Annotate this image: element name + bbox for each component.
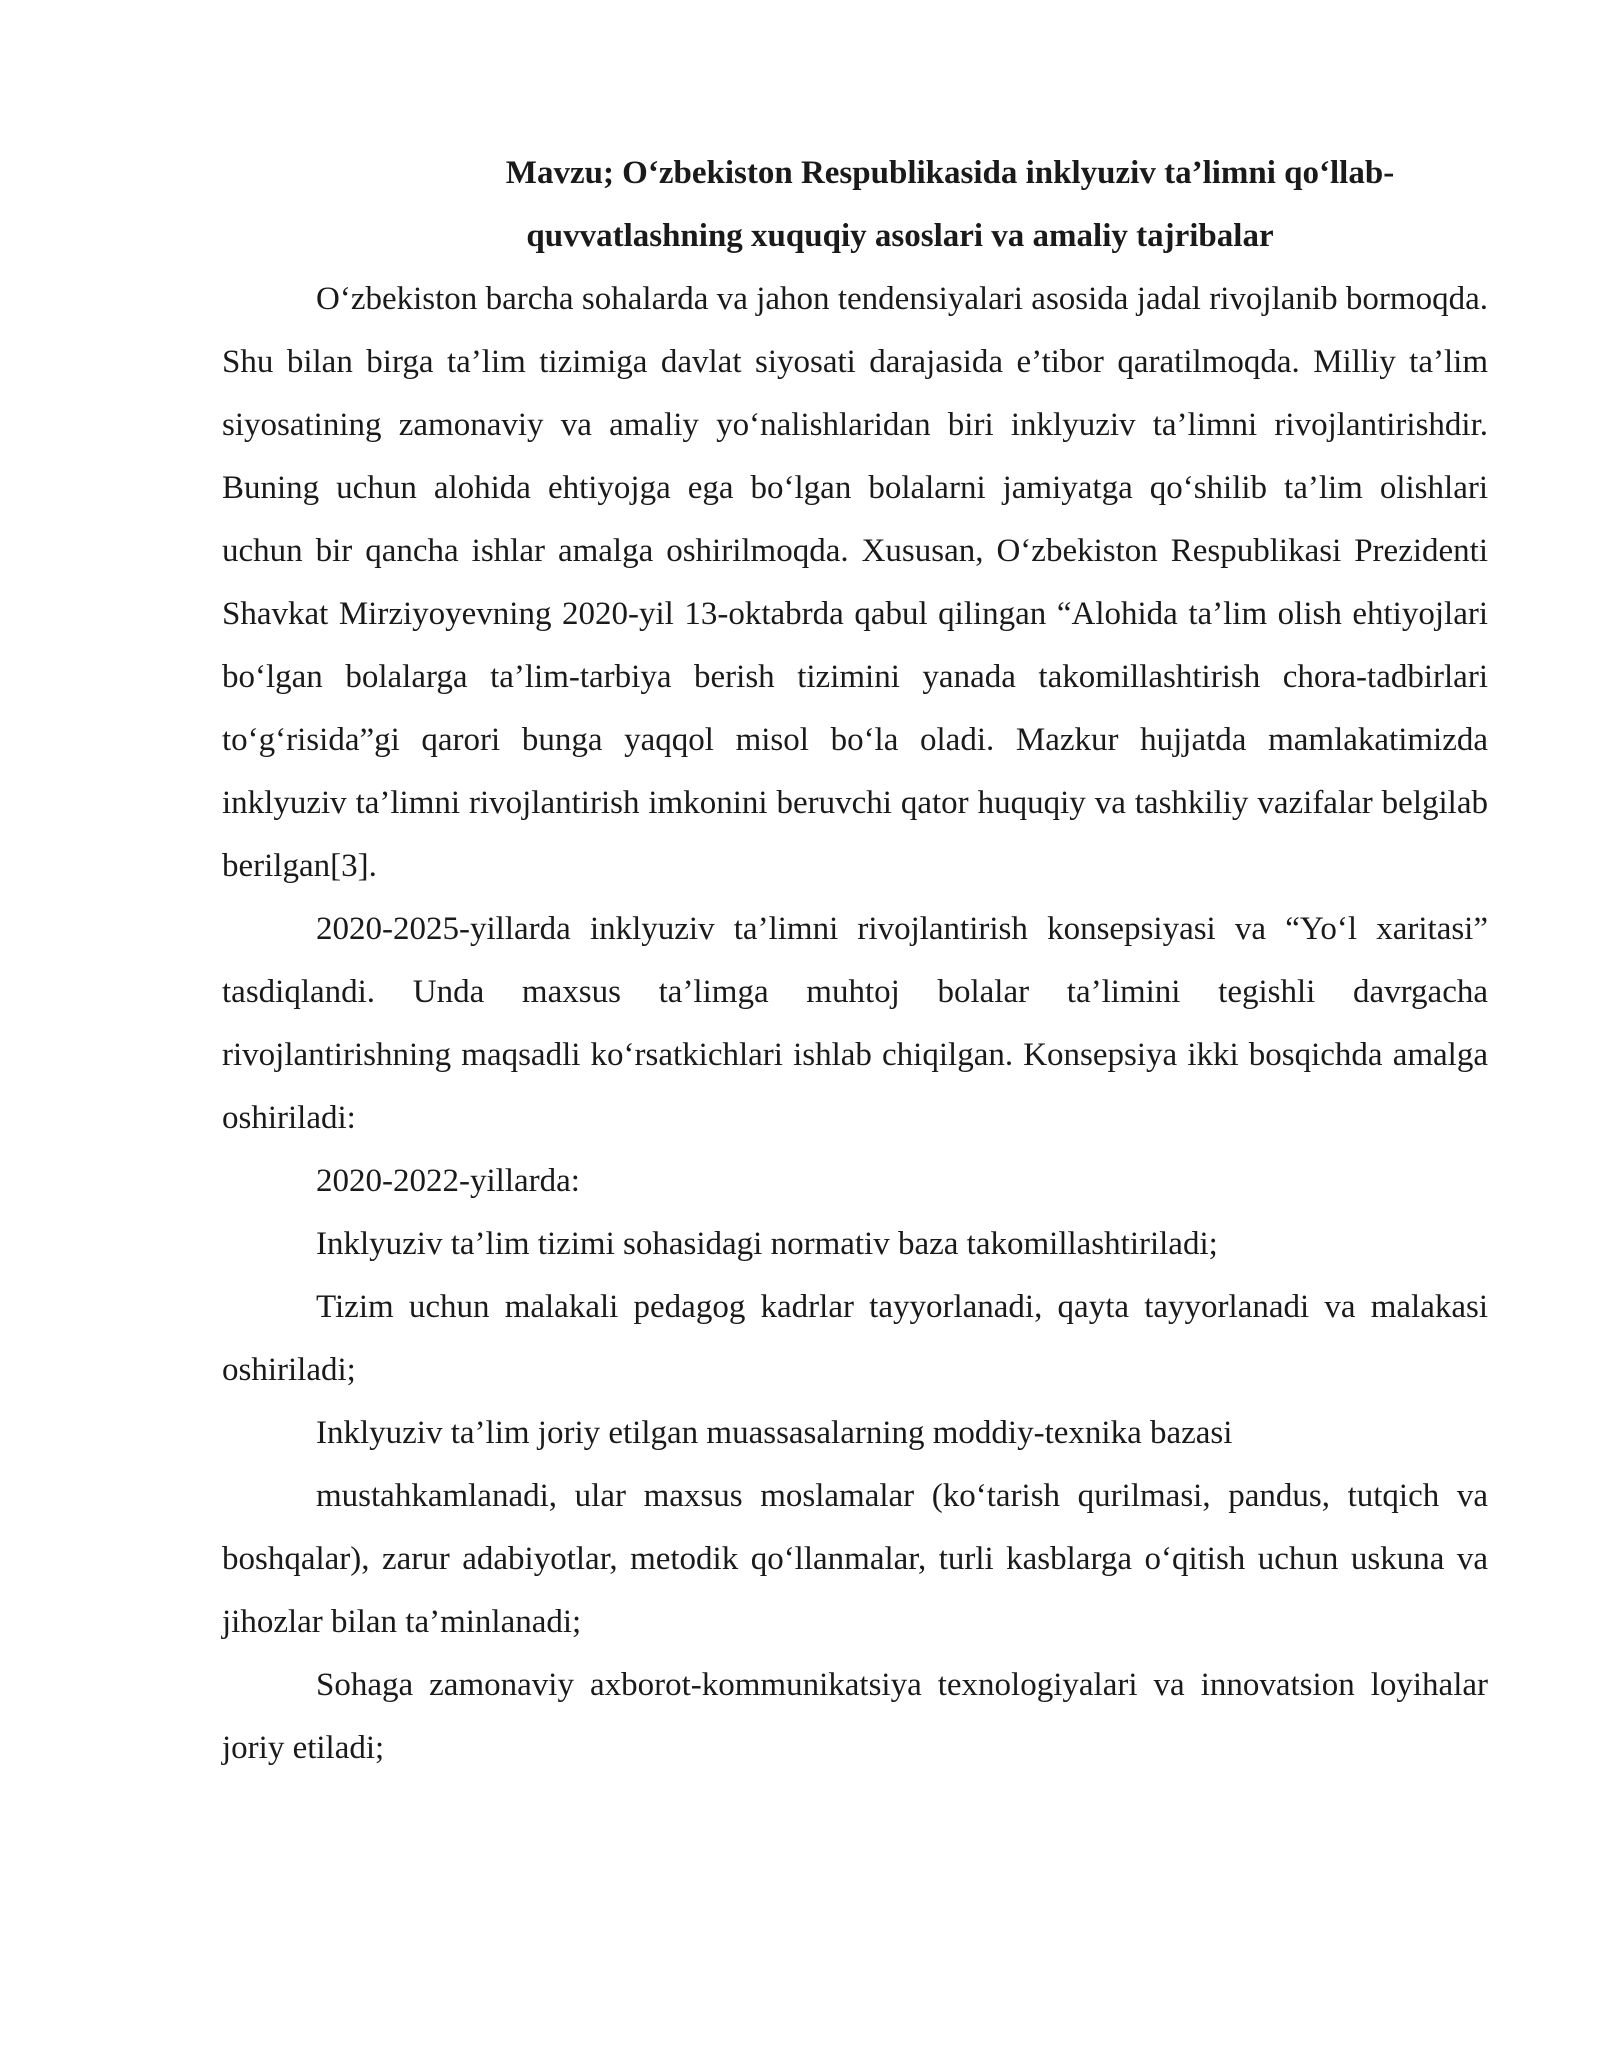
title-line-1: Mavzu; O‘zbekiston Respublikasida inklyuziv ta’limni qo‘llab- [505, 155, 1395, 191]
title-line-2: quvvatlashning xuquqiy asoslari va amaliy tajribalar [526, 218, 1274, 254]
document-title [222, 142, 1488, 268]
paragraph-item-normative: Inklyuziv ta’lim tizimi sohasidagi normativ baza takomillashtiriladi; [316, 1226, 1218, 1262]
paragraph-item-ict: Sohaga zamonaviy axborot-kommunikatsiya texnologiyalari va innovatsion loyihalar joriy etiladi; [222, 1667, 1488, 1766]
paragraph-intro: O‘zbekiston barcha sohalarda va jahon tendensiyalari asosida jadal rivojlanib bormoqda. Shu bilan birga ta’lim tizimiga davlat siyosati darajasida e’tibor qaratilmoqda. Milliy ta’lim siyosatining zamonaviy va amaliy yo‘nalishlaridan biri inklyuziv ta’limni rivojlantirishdir. Buning uchun alohida ehtiyojga ega bo‘lgan bolalarni jamiyatga qo‘shilib ta’lim olishlari uchun bir qancha ishlar amalga oshirilmoqda. Xususan, O‘zbekiston Respublikasi Prezidenti Shavkat Mirziyoyevning 2020-yil 13-oktabrda qabul qilingan “Alohida ta’lim olish ehtiyojlari bo‘lgan bolalarga ta’lim-tarbiya berish tizimini yanada takomillashtirish chora-tadbirlari to‘g‘risida”gi qarori bunga yaqqol misol bo‘la oladi. Mazkur hujjatda mamlakatimizda inklyuziv ta’limni rivojlantirish imkonini beruvchi qator huquqiy va tashkiliy vazifalar belgilab berilgan[3]. [222, 281, 1488, 884]
paragraph-item-material-base: Inklyuziv ta’lim joriy etilgan muassasalarning moddiy-texnika bazasi [316, 1415, 1233, 1451]
document-body [222, 142, 1488, 1780]
paragraph-concept: 2020-2025-yillarda inklyuziv ta’limni rivojlantirish konsepsiyasi va “Yo‘l xaritasi” tasdiqlandi. Unda maxsus ta’limga muhtoj bolalar ta’limini tegishli davrgacha rivojlantirishning maqsadli ko‘rsatkichlari ishlab chiqilgan. Konsepsiya ikki bosqichda amalga oshiriladi: [222, 911, 1488, 1136]
paragraph-item-teachers: Tizim uchun malakali pedagog kadrlar tayyorlanadi, qayta tayyorlanadi va malakasi oshiriladi; [222, 1289, 1488, 1388]
paragraph-item-equipment: mustahkamlanadi, ular maxsus moslamalar (ko‘tarish qurilmasi, pandus, tutqich va boshqalar), zarur adabiyotlar, metodik qo‘llanmalar, turli kasblarga o‘qitish uchun uskuna va jihozlar bilan ta’minlanadi; [222, 1478, 1488, 1640]
paragraph-years: 2020-2022-yillarda: [316, 1163, 580, 1199]
